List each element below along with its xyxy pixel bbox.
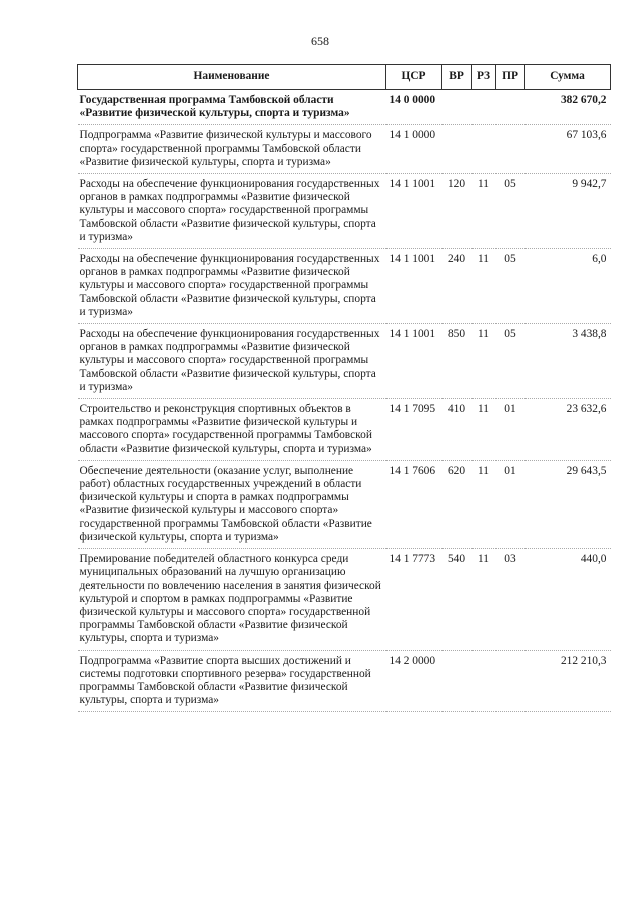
row-rz: [472, 650, 496, 712]
row-rz: [472, 90, 496, 125]
row-pr: 01: [504, 403, 516, 416]
row-name: Строительство и реконструкция спортивных объектов в рамках подпрограммы «Развитие физической культуры и массового спорта» государственной программы Тамбовской области «Развитие физической культуры, спорта и туризма»: [79, 403, 372, 455]
row-vr: 620: [447, 464, 466, 477]
page-number: 658: [311, 34, 329, 48]
row-sum: 212 210,3: [560, 654, 607, 667]
row-pr: [496, 90, 525, 125]
row-vr: 540: [447, 553, 466, 566]
row-csr: 14 1 1001: [389, 328, 436, 341]
row-csr: 14 1 7095: [389, 403, 436, 416]
table-row: [78, 650, 611, 712]
table-row: [78, 460, 611, 548]
row-sum: 67 103,6: [566, 129, 607, 142]
budget-table: [77, 64, 611, 712]
row-rz: 11: [478, 328, 489, 341]
row-vr: 850: [447, 328, 466, 341]
row-pr: 01: [504, 464, 516, 477]
row-name: Премирование победителей областного конкурса среди муниципальных образований на лучшую организацию деятельности по вовлечению населения в занятия физической культурой и спортом в рамках подпрограммы «Развитие физической культуры и массового спорта» государственной программы Тамбовской области «Развитие физической культуры, спорта и туризма»: [79, 553, 381, 645]
table-header-row: [78, 65, 611, 90]
row-name: Расходы на обеспечение функционирования государственных органов в рамках подпрограммы «Развитие физической культуры и массового спорта» государственной программы Тамбовской области «Развитие физической культуры, спорта и туризма»: [79, 328, 380, 393]
header-rz: РЗ: [472, 65, 496, 90]
row-name: Подпрограмма «Развитие спорта высших достижений и системы подготовки спортивного резерва» государственной программы Тамбовской области «Развитие физической культуры, спорта и туризма»: [79, 654, 371, 707]
row-rz: 11: [478, 253, 489, 266]
table-row: [78, 549, 611, 650]
row-sum: 3 438,8: [572, 328, 607, 341]
row-name: Расходы на обеспечение функционирования государственных органов в рамках подпрограммы «Развитие физической культуры и массового спорта» государственной программы Тамбовской области «Развитие физической культуры, спорта и туризма»: [79, 178, 380, 243]
table-row: [78, 90, 611, 125]
row-vr: 120: [447, 178, 466, 191]
row-vr: [442, 90, 472, 125]
row-sum: 440,0: [580, 553, 607, 566]
table-row: [78, 324, 611, 399]
row-csr: 14 0 0000: [389, 94, 436, 106]
table-row: [78, 399, 611, 461]
row-name: Подпрограмма «Развитие физической культуры и массового спорта» государственной программы Тамбовской области «Развитие физической культуры, спорта и туризма»: [79, 129, 372, 168]
row-sum: 382 670,2: [560, 94, 607, 106]
header-csr: ЦСР: [386, 65, 442, 90]
header-sum: Сумма: [525, 65, 611, 90]
row-csr: 14 2 0000: [389, 654, 436, 667]
row-sum: 6,0: [592, 253, 607, 266]
row-csr: 14 1 1001: [389, 253, 436, 266]
row-vr: [442, 650, 472, 712]
row-csr: 14 1 1001: [389, 178, 436, 191]
row-pr: 05: [504, 253, 516, 266]
row-vr: [442, 125, 472, 174]
row-pr: [496, 650, 525, 712]
row-rz: 11: [478, 178, 489, 191]
row-csr: 14 1 7606: [389, 464, 436, 477]
header-name: Наименование: [78, 65, 386, 90]
row-pr: 05: [504, 328, 516, 341]
row-csr: 14 1 7773: [389, 553, 436, 566]
row-name: Государственная программа Тамбовской области «Развитие физической культуры, спорта и туризма»: [79, 94, 350, 120]
row-vr: 240: [447, 253, 466, 266]
row-pr: 03: [504, 553, 516, 566]
row-name: Расходы на обеспечение функционирования государственных органов в рамках подпрограммы «Развитие физической культуры и массового спорта» государственной программы Тамбовской области «Развитие физической культуры, спорта и туризма»: [79, 253, 380, 318]
row-csr: 14 1 0000: [389, 129, 436, 142]
row-pr: [496, 125, 525, 174]
row-sum: 23 632,6: [566, 403, 607, 416]
header-pr: ПР: [496, 65, 525, 90]
table-row: [78, 125, 611, 174]
row-rz: 11: [478, 553, 489, 566]
table-row: [78, 249, 611, 324]
header-vr: ВР: [442, 65, 472, 90]
row-rz: 11: [478, 403, 489, 416]
row-rz: [472, 125, 496, 174]
table-row: [78, 174, 611, 249]
row-rz: 11: [478, 464, 489, 477]
row-sum: 29 643,5: [566, 464, 607, 477]
row-vr: 410: [447, 403, 466, 416]
row-pr: 05: [504, 178, 516, 191]
row-sum: 9 942,7: [572, 178, 607, 191]
row-name: Обеспечение деятельности (оказание услуг, выполнение работ) областных государственных учреждений в области физической культуры и спорта в рамках подпрограммы «Развитие физической культуры и массового спорта» государственной программы Тамбовской области «Развитие физической культуры, спорта и туризма»: [79, 464, 372, 543]
